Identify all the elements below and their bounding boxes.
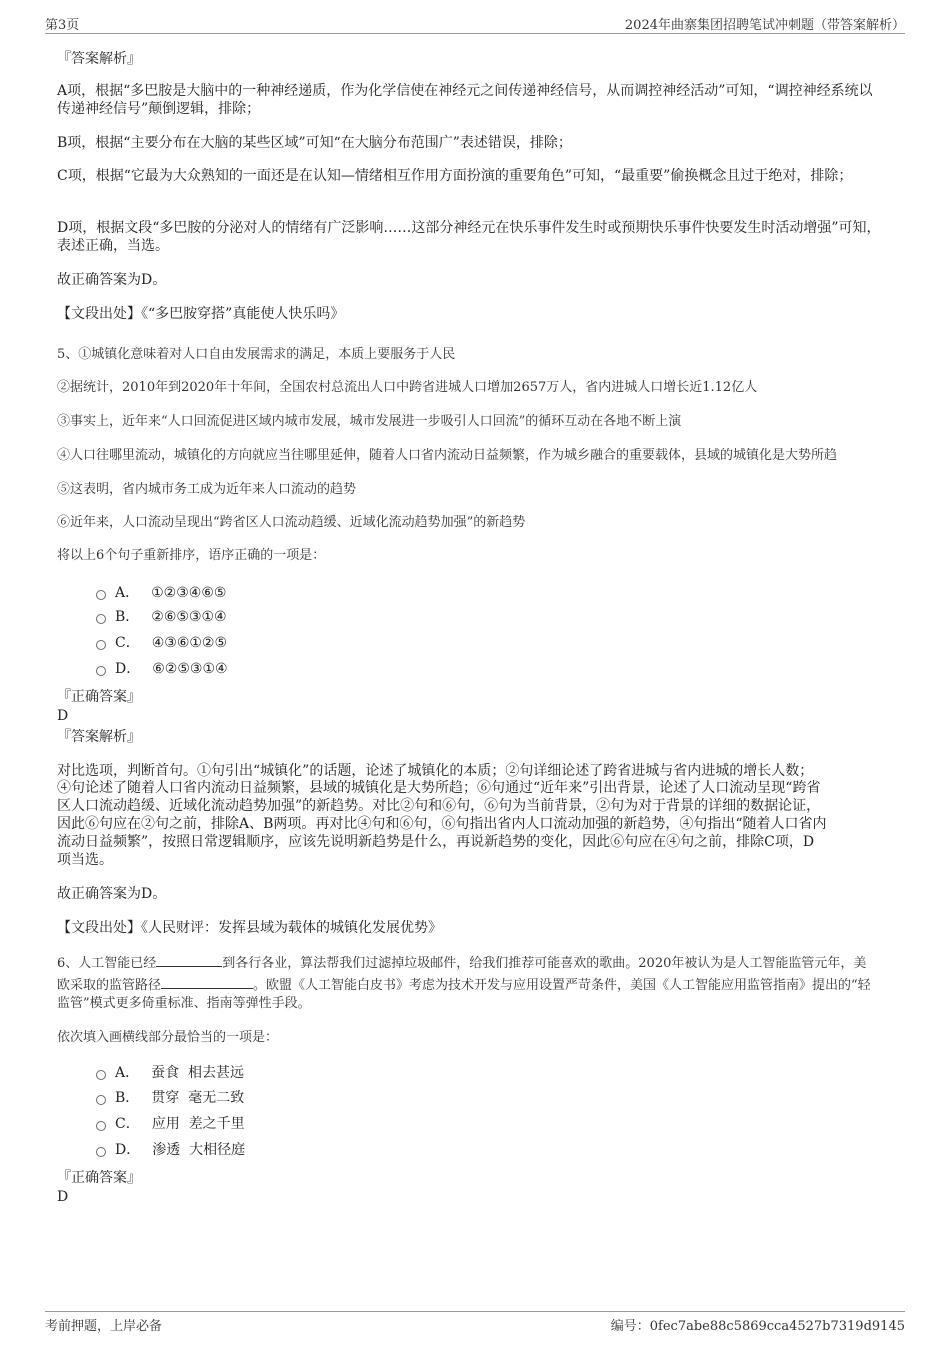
q6-blank-2 <box>161 976 253 989</box>
q5-analysis-line: ④句论述了随着人口省内流动日益频繁，县域的城镇化是大势所趋；⑥句通过“近年来”引出背景，论述了人口流动呈现“跨省 <box>57 780 821 796</box>
q5-analysis-line: 因此⑥句应在②句之前，排除A、B两项。再对比④句和⑥句，⑥句指出省内人口流动加强的新趋势，④句指出“随着人口省内 <box>57 816 827 832</box>
q6-stem-line-1: 6、人工智能已经 到各行各业，算法帮我们过滤掉垃圾邮件，给我们推荐可能喜欢的歌曲。2020年被认为是人工智能监管元年，美 <box>57 956 867 971</box>
q6-option-c[interactable]: C． 应用 差之千里 <box>96 1114 245 1134</box>
q6-option-a[interactable]: A． 蚕食 相去甚远 <box>96 1063 244 1083</box>
q5-answer: D <box>57 708 69 724</box>
q6-option-b[interactable]: B． 贯穿 毫无二致 <box>96 1088 244 1108</box>
q5-option-d[interactable]: D． ⑥②⑤③①④ <box>96 659 228 679</box>
q5-option-b[interactable]: B． ②⑥⑤③①④ <box>96 607 227 627</box>
q5-conclusion: 故正确答案为D。 <box>57 886 167 902</box>
q4-analysis-c: C项，根据“它最为大众熟知的一面还是在认知—情绪相互作用方面扮演的重要角色”可知，“最重要”偷换概念且过于绝对，排除； <box>57 168 853 184</box>
q5-option-a[interactable]: A． ①②③④⑥⑤ <box>96 583 226 603</box>
q4-analysis-b: B项，根据“主要分布在大脑的某些区域”可知“在大脑分布范围广”表述错误，排除； <box>57 135 572 151</box>
radio-icon[interactable] <box>96 1147 106 1157</box>
q4-source: 【文段出处】《“多巴胺穿搭”真能使人快乐吗》 <box>57 306 345 322</box>
radio-icon[interactable] <box>96 666 106 676</box>
q5-prompt: 将以上6个句子重新排序，语序正确的一项是： <box>57 548 326 563</box>
page-footer <box>45 1311 905 1335</box>
q5-sentence-3: ③事实上，近年来“人口回流促进区域内城市发展，城市发展进一步吸引人口回流”的循环互动在各地不断上演 <box>57 414 682 429</box>
q6-answer-label: 『正确答案』 <box>57 1170 141 1186</box>
q5-sentence-4: ④人口往哪里流动，城镇化的方向就应当往哪里延伸，随着人口省内流动日益频繁，作为城乡融合的重要载体，县域的城镇化是大势所趋 <box>57 448 838 463</box>
q5-option-c[interactable]: C． ④③⑥①②⑤ <box>96 633 227 653</box>
q6-stem-line-2: 欧采取的监管路径 。欧盟《人工智能白皮书》考虑为技术开发与应用设置严苛条件，美国《人工智能应用监管指南》提出的“轻 <box>57 978 871 993</box>
q6-prompt: 依次填入画横线部分最恰当的一项是： <box>57 1030 279 1045</box>
radio-icon[interactable] <box>96 640 106 650</box>
q4-conclusion: 故正确答案为D。 <box>57 272 167 288</box>
q5-analysis-label: 『答案解析』 <box>57 729 141 745</box>
q5-sentence-5: ⑤这表明，省内城市务工成为近年来人口流动的趋势 <box>57 482 357 497</box>
q6-blank-1 <box>156 954 222 967</box>
radio-icon[interactable] <box>96 1121 106 1131</box>
q5-sentence-6: ⑥近年来，人口流动呈现出“跨省区人口流动趋缓、近域化流动趋势加强”的新趋势 <box>57 515 526 530</box>
q5-source: 【文段出处】《人民财评：发挥县域为载体的城镇化发展优势》 <box>57 920 442 936</box>
radio-icon[interactable] <box>96 1070 106 1080</box>
q5-answer-label: 『正确答案』 <box>57 689 141 705</box>
q6-option-d[interactable]: D． 渗透 大相径庭 <box>96 1140 245 1160</box>
q5-analysis-line: 流动日益频繁”，按照日常逻辑顺序，应该先说明新趋势是什么，再说新趋势的变化，因此⑥句应在④句之前，排除C项，D <box>57 834 815 850</box>
q5-sentence-2: ②据统计，2010年到2020年十年间，全国农村总流出人口中跨省进城人口增加2657万人，省内进城人口增长近1.12亿人 <box>57 380 758 395</box>
q5-analysis-line: 对比选项，判断首句。①句引出“城镇化”的话题，论述了城镇化的本质；②句详细论述了跨省进城与省内进城的增长人数； <box>57 763 814 779</box>
document-title: 2024年曲寨集团招聘笔试冲刺题（带答案解析） <box>624 18 905 33</box>
radio-icon[interactable] <box>96 590 106 600</box>
q5-analysis-line: 项当选。 <box>57 852 113 868</box>
footer-slogan: 考前押题，上岸必备 <box>45 1319 163 1334</box>
q6-answer: D <box>57 1189 69 1205</box>
page-header <box>45 14 905 34</box>
q4-analysis-a: A项，根据“多巴胺是大脑中的一种神经递质，作为化学信使在神经元之间传递神经信号，从而调控神经活动”可知，“调控神经系统以传递神经信号”颠倒逻辑，排除； <box>57 83 873 117</box>
q4-analysis-label: 『答案解析』 <box>57 51 141 67</box>
radio-icon[interactable] <box>96 1095 106 1105</box>
q5-sentence-1: 5、①城镇化意味着对人口自由发展需求的满足，本质上要服务于人民 <box>57 347 456 362</box>
q5-analysis-line: 区人口流动趋缓、近域化流动趋势加强”的新趋势。对比②句和⑥句，⑥句为当前背景，②句为对于背景的详细的数据论证， <box>57 798 821 814</box>
q6-stem-line-3: 监管”模式更多倚重标准、指南等弹性手段。 <box>57 996 311 1011</box>
radio-icon[interactable] <box>96 614 106 624</box>
document-code: 编号：0fec7abe88c5869cca4527b7319d9145 <box>610 1319 905 1334</box>
page-number: 第3页 <box>45 18 80 33</box>
q4-analysis-d: D项，根据文段“多巴胺的分泌对人的情绪有广泛影响……这部分神经元在快乐事件发生时或预期快乐事件快要发生时活动增强”可知，表述正确，当选。 <box>57 220 881 254</box>
